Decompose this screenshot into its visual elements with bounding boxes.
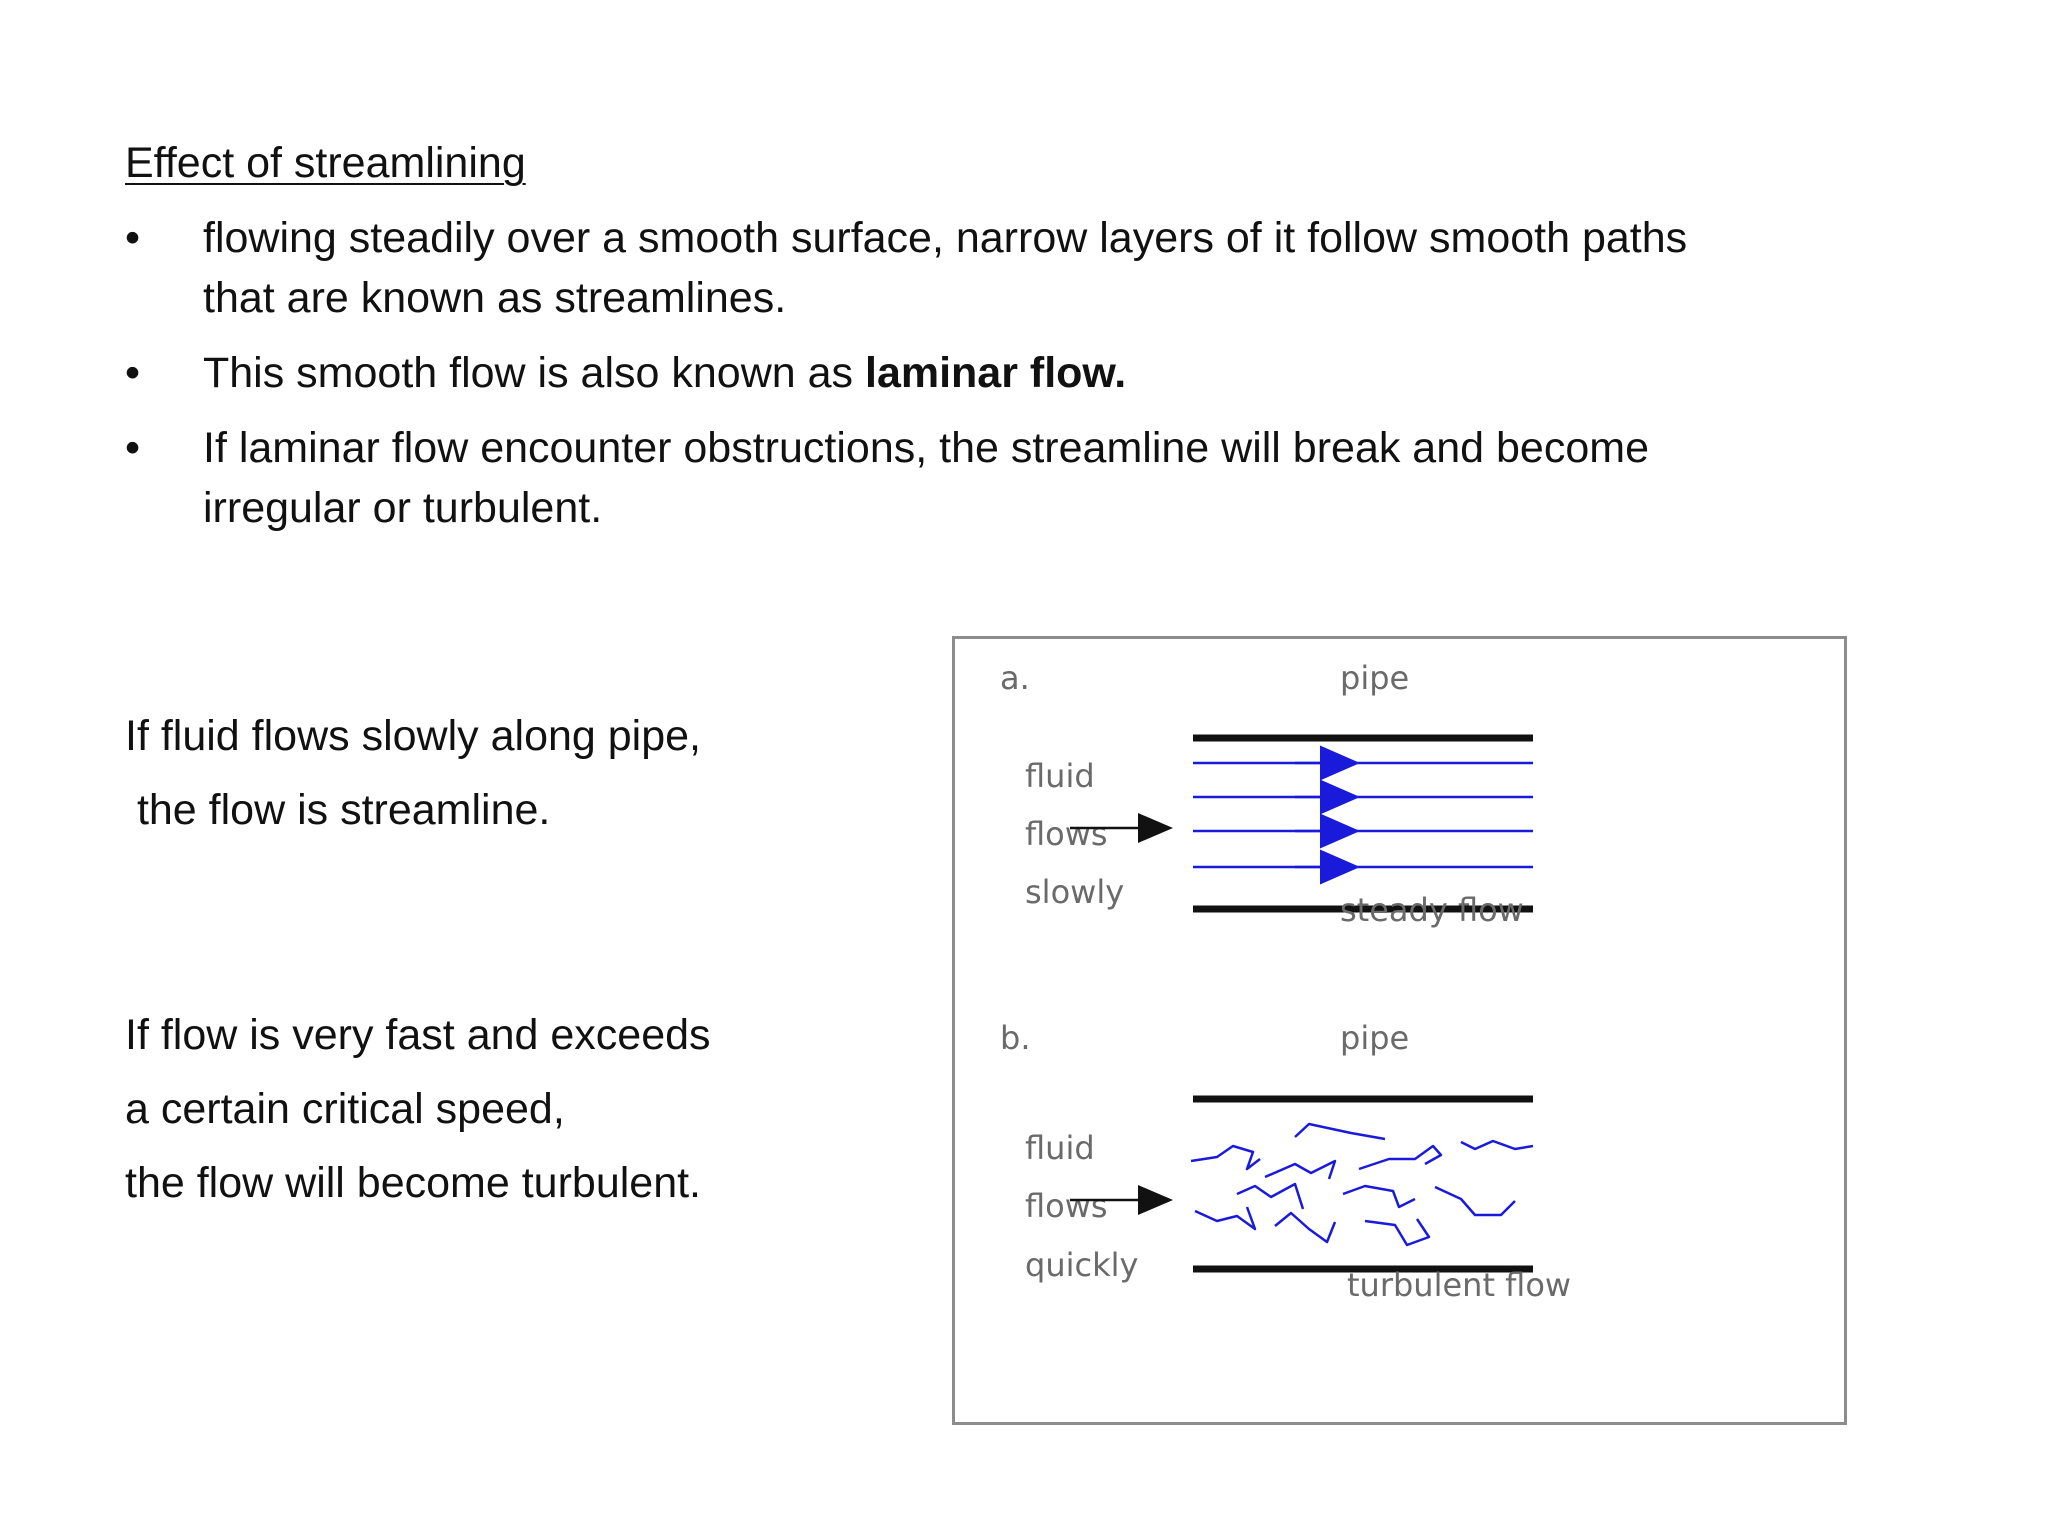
eddy-line: [1365, 1219, 1429, 1245]
part-b-side-line-1: fluid: [1025, 1129, 1095, 1167]
fast-flow-line-1: If flow is very fast and exceeds: [125, 1011, 711, 1059]
eddy-line: [1191, 1146, 1260, 1169]
bullet-text: This smooth flow is also known as: [203, 349, 865, 397]
bullet-marker: •: [125, 349, 141, 397]
bullet-list: [125, 208, 1765, 553]
part-b-side-line-2: flows: [1025, 1187, 1108, 1225]
pipe-flow-svg: [955, 639, 1844, 1422]
eddy-line: [1275, 1213, 1335, 1242]
eddy-line: [1435, 1187, 1515, 1215]
pipe-flow-diagram: [952, 636, 1847, 1425]
bullet-item-streamlines: [125, 208, 1765, 328]
part-a-pipe-label: pipe: [1340, 659, 1410, 697]
fast-flow-line-3: the flow will become turbulent.: [125, 1159, 702, 1207]
eddy-line: [1265, 1161, 1335, 1179]
diagram-part-a: [1000, 659, 1533, 929]
part-b-pipe-label: pipe: [1340, 1019, 1410, 1057]
eddy-line: [1359, 1146, 1441, 1169]
bullet-text: flowing steadily over a smooth surface, narrow layers of it follow smooth paths that are known as streamlines.: [203, 214, 1688, 322]
part-a-letter: a.: [1000, 659, 1030, 697]
bullet-bold-term: laminar flow.: [865, 349, 1127, 397]
bullet-marker: •: [125, 424, 141, 472]
part-b-side-line-3: quickly: [1025, 1246, 1139, 1284]
bullet-marker: •: [125, 214, 141, 262]
fast-flow-line-2: a certain critical speed,: [125, 1085, 565, 1133]
slow-flow-line-1: If fluid flows slowly along pipe,: [125, 712, 702, 760]
part-a-side-line-1: fluid: [1025, 757, 1095, 795]
slow-flow-line-2: the flow is streamline.: [125, 786, 551, 834]
eddy-line: [1295, 1124, 1385, 1139]
eddy-line: [1461, 1141, 1533, 1149]
bullet-item-laminar-flow: [125, 343, 1765, 403]
laminar-streamlines: [1193, 763, 1533, 867]
turbulent-eddies: [1191, 1124, 1533, 1245]
part-a-flow-label: steady flow: [1340, 891, 1524, 929]
bullet-item-turbulent: [125, 418, 1765, 538]
bullet-text: If laminar flow encounter obstructions, the streamline will break and become irregular or turbulent.: [203, 424, 1649, 532]
eddy-line: [1195, 1207, 1255, 1229]
part-b-letter: b.: [1000, 1019, 1031, 1057]
eddy-line: [1237, 1184, 1303, 1209]
part-a-side-line-3: slowly: [1025, 873, 1125, 911]
slide-heading: Effect of streamlining: [125, 139, 526, 187]
eddy-line: [1343, 1186, 1415, 1207]
part-b-flow-label: turbulent flow: [1347, 1266, 1572, 1304]
diagram-part-b: [1000, 1019, 1571, 1304]
part-a-side-line-2: flows: [1025, 815, 1108, 853]
